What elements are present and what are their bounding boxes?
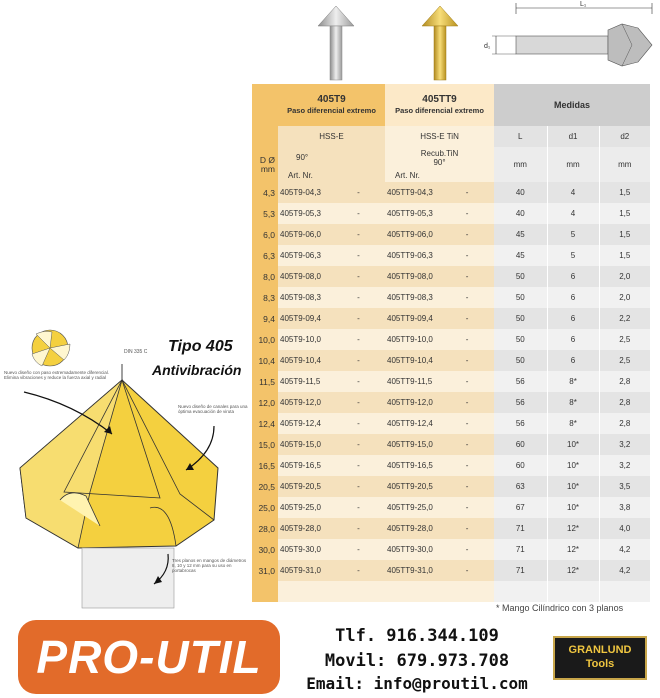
col2-code: 405TT9 bbox=[422, 94, 457, 105]
dash1-cell: - bbox=[332, 182, 385, 203]
granlund-name: GRANLUND bbox=[568, 644, 632, 656]
d1-cell: 6 bbox=[547, 287, 599, 308]
d2-cell: 2,8 bbox=[599, 392, 650, 413]
d2-cell: 2,5 bbox=[599, 350, 650, 371]
L-cell: 45 bbox=[494, 245, 547, 266]
col1-header bbox=[278, 84, 385, 126]
d2-cell: 2,5 bbox=[599, 329, 650, 350]
d-cell: 12,4 bbox=[252, 413, 278, 434]
art1-cell: 405T9-15,0 bbox=[278, 434, 332, 455]
d2-cell: 4,2 bbox=[599, 539, 650, 560]
dash2-cell: - bbox=[440, 266, 494, 287]
dash1-cell: - bbox=[332, 224, 385, 245]
table-row bbox=[252, 518, 650, 539]
art1-cell: 405T9-31,0 bbox=[278, 560, 332, 581]
L-cell: 45 bbox=[494, 224, 547, 245]
art2-cell: 405TT9-15,0 bbox=[385, 434, 440, 455]
pro-util-logo[interactable]: PRO-UTIL bbox=[36, 631, 262, 683]
art2-cell: 405TT9-06,0 bbox=[385, 224, 440, 245]
art1-cell: 405T9-25,0 bbox=[278, 497, 332, 518]
angle2-label: 90° bbox=[433, 157, 446, 167]
L-cell: 56 bbox=[494, 371, 547, 392]
d-label: D Ø bbox=[259, 154, 275, 165]
antivibracion-title: Antivibración bbox=[152, 362, 242, 378]
blank-cell bbox=[385, 581, 440, 602]
d1-cell: 4 bbox=[547, 182, 599, 203]
note-bottom: Tres planos en mangos de diámetros 8, 10 y 12 mm para su uso en portabrocas bbox=[172, 558, 247, 573]
dash2-cell: - bbox=[440, 518, 494, 539]
dash2-cell: - bbox=[440, 350, 494, 371]
granlund-tools: Tools bbox=[585, 658, 615, 670]
L-cell: 40 bbox=[494, 203, 547, 224]
art2-cell: 405TT9-20,5 bbox=[385, 476, 440, 497]
table-row bbox=[252, 350, 650, 371]
d-cell: 16,5 bbox=[252, 455, 278, 476]
art1-cell: 405T9-08,0 bbox=[278, 266, 332, 287]
art1-cell: 405T9-12,0 bbox=[278, 392, 332, 413]
table-blank-row bbox=[252, 581, 650, 602]
d1-cell: 10* bbox=[547, 455, 599, 476]
L-cell: 40 bbox=[494, 182, 547, 203]
d-cell: 31,0 bbox=[252, 560, 278, 581]
dash2-cell: - bbox=[440, 329, 494, 350]
L-cell: 50 bbox=[494, 350, 547, 371]
dash2-cell: - bbox=[440, 392, 494, 413]
d1-cell: 8* bbox=[547, 413, 599, 434]
table-row bbox=[252, 413, 650, 434]
note-right: Nuevo diseño de canales para una óptima evacuación de viruta bbox=[178, 404, 248, 414]
dash1-cell: - bbox=[332, 518, 385, 539]
d1-cell: 5 bbox=[547, 224, 599, 245]
d-unit: mm bbox=[260, 163, 275, 174]
table-row bbox=[252, 455, 650, 476]
L-cell: 50 bbox=[494, 266, 547, 287]
d1-cell: 6 bbox=[547, 350, 599, 371]
dash1-cell: - bbox=[332, 266, 385, 287]
table-row bbox=[252, 371, 650, 392]
art1-cell: 405T9-28,0 bbox=[278, 518, 332, 539]
dash2-cell: - bbox=[440, 434, 494, 455]
d-header bbox=[252, 147, 278, 182]
din-label: DIN 335 C bbox=[124, 349, 148, 355]
L-cell: 50 bbox=[494, 287, 547, 308]
dash2-cell: - bbox=[440, 182, 494, 203]
d-cell: 28,0 bbox=[252, 518, 278, 539]
coating2-label: Recub.TiN bbox=[420, 148, 459, 158]
d-cell: 20,5 bbox=[252, 476, 278, 497]
blank-cell bbox=[332, 581, 385, 602]
table-row bbox=[252, 308, 650, 329]
d-cell: 9,4 bbox=[252, 308, 278, 329]
dash2-cell: - bbox=[440, 539, 494, 560]
d1-cell: 6 bbox=[547, 329, 599, 350]
table-row bbox=[252, 287, 650, 308]
art2-cell: 405TT9-05,3 bbox=[385, 203, 440, 224]
art1-cell: 405T9-30,0 bbox=[278, 539, 332, 560]
d1-cell: 4 bbox=[547, 203, 599, 224]
d-cell: 10,0 bbox=[252, 329, 278, 350]
silver-countersink-image bbox=[312, 2, 360, 86]
d-cell: 5,3 bbox=[252, 203, 278, 224]
dash2-cell: - bbox=[440, 497, 494, 518]
L-cell: 71 bbox=[494, 539, 547, 560]
L-cell: 71 bbox=[494, 560, 547, 581]
d1-cell: 10* bbox=[547, 497, 599, 518]
dash1-cell: - bbox=[332, 455, 385, 476]
art1-cell: 405T9-16,5 bbox=[278, 455, 332, 476]
art1-cell: 405T9-10,0 bbox=[278, 329, 332, 350]
d-cell: 12,0 bbox=[252, 392, 278, 413]
drawing-L1-label: L₁ bbox=[580, 1, 587, 8]
note-left: Nuevo diseño con paso extremadamente diferencial. Elimina vibraciones y reduce la fuerza axial y radial bbox=[4, 370, 110, 380]
art2-cell: 405TT9-31,0 bbox=[385, 560, 440, 581]
table-row bbox=[252, 245, 650, 266]
d1-cell: 10* bbox=[547, 476, 599, 497]
dash2-cell: - bbox=[440, 308, 494, 329]
art2-cell: Art. Nr. bbox=[385, 168, 494, 182]
d-cell: 30,0 bbox=[252, 539, 278, 560]
table-row bbox=[252, 224, 650, 245]
dash2-cell: - bbox=[440, 476, 494, 497]
dash2-cell: - bbox=[440, 413, 494, 434]
L-unit: mm bbox=[494, 147, 547, 182]
art1-cell: 405T9-06,0 bbox=[278, 224, 332, 245]
dash1-cell: - bbox=[332, 497, 385, 518]
d2-cell: 2,8 bbox=[599, 371, 650, 392]
dash1-cell: - bbox=[332, 371, 385, 392]
dash2-cell: - bbox=[440, 455, 494, 476]
technical-drawing bbox=[480, 0, 658, 82]
dash1-cell: - bbox=[332, 476, 385, 497]
d-cell: 6,0 bbox=[252, 224, 278, 245]
mobile-text[interactable]: Movil: 679.973.708 bbox=[324, 651, 510, 671]
table-row bbox=[252, 182, 650, 203]
material2-cell: HSS-E TiN bbox=[385, 126, 494, 147]
blank-cell bbox=[547, 581, 599, 602]
d-cell: 15,0 bbox=[252, 434, 278, 455]
L-cell: 67 bbox=[494, 497, 547, 518]
medidas-header: Medidas bbox=[494, 84, 650, 126]
table-row bbox=[252, 497, 650, 518]
d2-cell: 1,5 bbox=[599, 245, 650, 266]
blank-cell bbox=[440, 581, 494, 602]
col1-code: 405T9 bbox=[317, 94, 346, 105]
d-cell: 11,5 bbox=[252, 371, 278, 392]
email-text[interactable]: Email: info@proutil.com bbox=[306, 674, 528, 693]
d2-cell: 3,2 bbox=[599, 434, 650, 455]
product-table bbox=[252, 84, 650, 602]
dash2-cell: - bbox=[440, 245, 494, 266]
L-cell: 56 bbox=[494, 413, 547, 434]
phone-text[interactable]: Tlf. 916.344.109 bbox=[335, 626, 499, 646]
art2-cell: 405TT9-25,0 bbox=[385, 497, 440, 518]
d-cell: 8,3 bbox=[252, 287, 278, 308]
d2-cell: 2,0 bbox=[599, 287, 650, 308]
art1-cell: 405T9-09,4 bbox=[278, 308, 332, 329]
drawing-d1-label: d₁ bbox=[484, 43, 491, 50]
d1-unit: mm bbox=[547, 147, 599, 182]
material1-cell: HSS-E bbox=[278, 126, 385, 147]
coating2-cell bbox=[385, 147, 494, 168]
dash2-cell: - bbox=[440, 560, 494, 581]
art1-cell: 405T9-12,4 bbox=[278, 413, 332, 434]
art2-cell: 405TT9-08,0 bbox=[385, 266, 440, 287]
blank-cell bbox=[494, 581, 547, 602]
d1-cell: 12* bbox=[547, 539, 599, 560]
dash1-cell: - bbox=[332, 329, 385, 350]
art2-cell: 405TT9-11,5 bbox=[385, 371, 440, 392]
col2-header bbox=[385, 84, 494, 126]
d2-unit: mm bbox=[599, 147, 650, 182]
granlund-logo[interactable] bbox=[553, 636, 647, 680]
d2-cell: 2,2 bbox=[599, 308, 650, 329]
d-cell: 25,0 bbox=[252, 497, 278, 518]
L-cell: 56 bbox=[494, 392, 547, 413]
angle1-cell: 90° bbox=[278, 147, 385, 168]
d2-cell: 2,0 bbox=[599, 266, 650, 287]
d2-cell: 1,5 bbox=[599, 182, 650, 203]
d-cell: 4,3 bbox=[252, 182, 278, 203]
d2-cell: 4,2 bbox=[599, 560, 650, 581]
d-header-blank bbox=[252, 84, 278, 147]
dash1-cell: - bbox=[332, 434, 385, 455]
d1-cell: 8* bbox=[547, 392, 599, 413]
d2-cell: 3,2 bbox=[599, 455, 650, 476]
table-row bbox=[252, 392, 650, 413]
col2-desc: Paso diferencial extremo bbox=[395, 106, 484, 115]
dash1-cell: - bbox=[332, 308, 385, 329]
art2-cell: 405TT9-30,0 bbox=[385, 539, 440, 560]
art1-cell: 405T9-20,5 bbox=[278, 476, 332, 497]
blank-cell bbox=[252, 581, 278, 602]
L-cell: 50 bbox=[494, 329, 547, 350]
art2-cell: 405TT9-09,4 bbox=[385, 308, 440, 329]
L-cell: 63 bbox=[494, 476, 547, 497]
blank-cell bbox=[278, 581, 332, 602]
dash1-cell: - bbox=[332, 560, 385, 581]
gold-countersink-image bbox=[416, 2, 464, 86]
L-cell: 60 bbox=[494, 434, 547, 455]
table-row bbox=[252, 329, 650, 350]
d1-cell: 12* bbox=[547, 560, 599, 581]
L-cell: 50 bbox=[494, 308, 547, 329]
L-cell: 60 bbox=[494, 455, 547, 476]
d1-cell: 10* bbox=[547, 434, 599, 455]
blank-cell bbox=[599, 581, 650, 602]
art2-cell: 405TT9-04,3 bbox=[385, 182, 440, 203]
col1-desc: Paso diferencial extremo bbox=[287, 106, 376, 115]
dash1-cell: - bbox=[332, 203, 385, 224]
dash2-cell: - bbox=[440, 224, 494, 245]
art2-cell: 405TT9-10,4 bbox=[385, 350, 440, 371]
d1-header: d1 bbox=[547, 126, 599, 147]
d2-cell: 2,8 bbox=[599, 413, 650, 434]
d2-cell: 1,5 bbox=[599, 224, 650, 245]
d2-cell: 1,5 bbox=[599, 203, 650, 224]
art1-cell: Art. Nr. bbox=[278, 168, 385, 182]
dash2-cell: - bbox=[440, 287, 494, 308]
art2-cell: 405TT9-16,5 bbox=[385, 455, 440, 476]
d2-cell: 3,5 bbox=[599, 476, 650, 497]
dash1-cell: - bbox=[332, 413, 385, 434]
art1-cell: 405T9-10,4 bbox=[278, 350, 332, 371]
tipo-title: Tipo 405 bbox=[168, 338, 233, 355]
dash2-cell: - bbox=[440, 203, 494, 224]
table-row bbox=[252, 560, 650, 581]
d-cell: 10,4 bbox=[252, 350, 278, 371]
d2-header: d2 bbox=[599, 126, 650, 147]
dash1-cell: - bbox=[332, 392, 385, 413]
art1-cell: 405T9-04,3 bbox=[278, 182, 332, 203]
art2-cell: 405TT9-06,3 bbox=[385, 245, 440, 266]
art2-cell: 405TT9-08,3 bbox=[385, 287, 440, 308]
art1-cell: 405T9-08,3 bbox=[278, 287, 332, 308]
table-row bbox=[252, 203, 650, 224]
art2-cell: 405TT9-12,4 bbox=[385, 413, 440, 434]
table-row bbox=[252, 266, 650, 287]
dash1-cell: - bbox=[332, 287, 385, 308]
L-cell: 71 bbox=[494, 518, 547, 539]
table-row bbox=[252, 434, 650, 455]
dash1-cell: - bbox=[332, 539, 385, 560]
art2-cell: 405TT9-10,0 bbox=[385, 329, 440, 350]
table-row bbox=[252, 539, 650, 560]
art1-cell: 405T9-05,3 bbox=[278, 203, 332, 224]
dash1-cell: - bbox=[332, 350, 385, 371]
art2-cell: 405TT9-12,0 bbox=[385, 392, 440, 413]
art2-cell: 405TT9-28,0 bbox=[385, 518, 440, 539]
d1-cell: 8* bbox=[547, 371, 599, 392]
art1-cell: 405T9-11,5 bbox=[278, 371, 332, 392]
footnote: * Mango Cilíndrico con 3 planos bbox=[496, 603, 624, 613]
d-cell: 8,0 bbox=[252, 266, 278, 287]
art1-cell: 405T9-06,3 bbox=[278, 245, 332, 266]
d1-cell: 6 bbox=[547, 308, 599, 329]
dash2-cell: - bbox=[440, 371, 494, 392]
table-row bbox=[252, 476, 650, 497]
top-view-icon bbox=[32, 330, 70, 366]
L-header: L bbox=[494, 126, 547, 147]
d1-cell: 12* bbox=[547, 518, 599, 539]
d1-cell: 5 bbox=[547, 245, 599, 266]
d2-cell: 4,0 bbox=[599, 518, 650, 539]
d1-cell: 6 bbox=[547, 266, 599, 287]
d-cell: 6,3 bbox=[252, 245, 278, 266]
dash1-cell: - bbox=[332, 245, 385, 266]
d2-cell: 3,8 bbox=[599, 497, 650, 518]
